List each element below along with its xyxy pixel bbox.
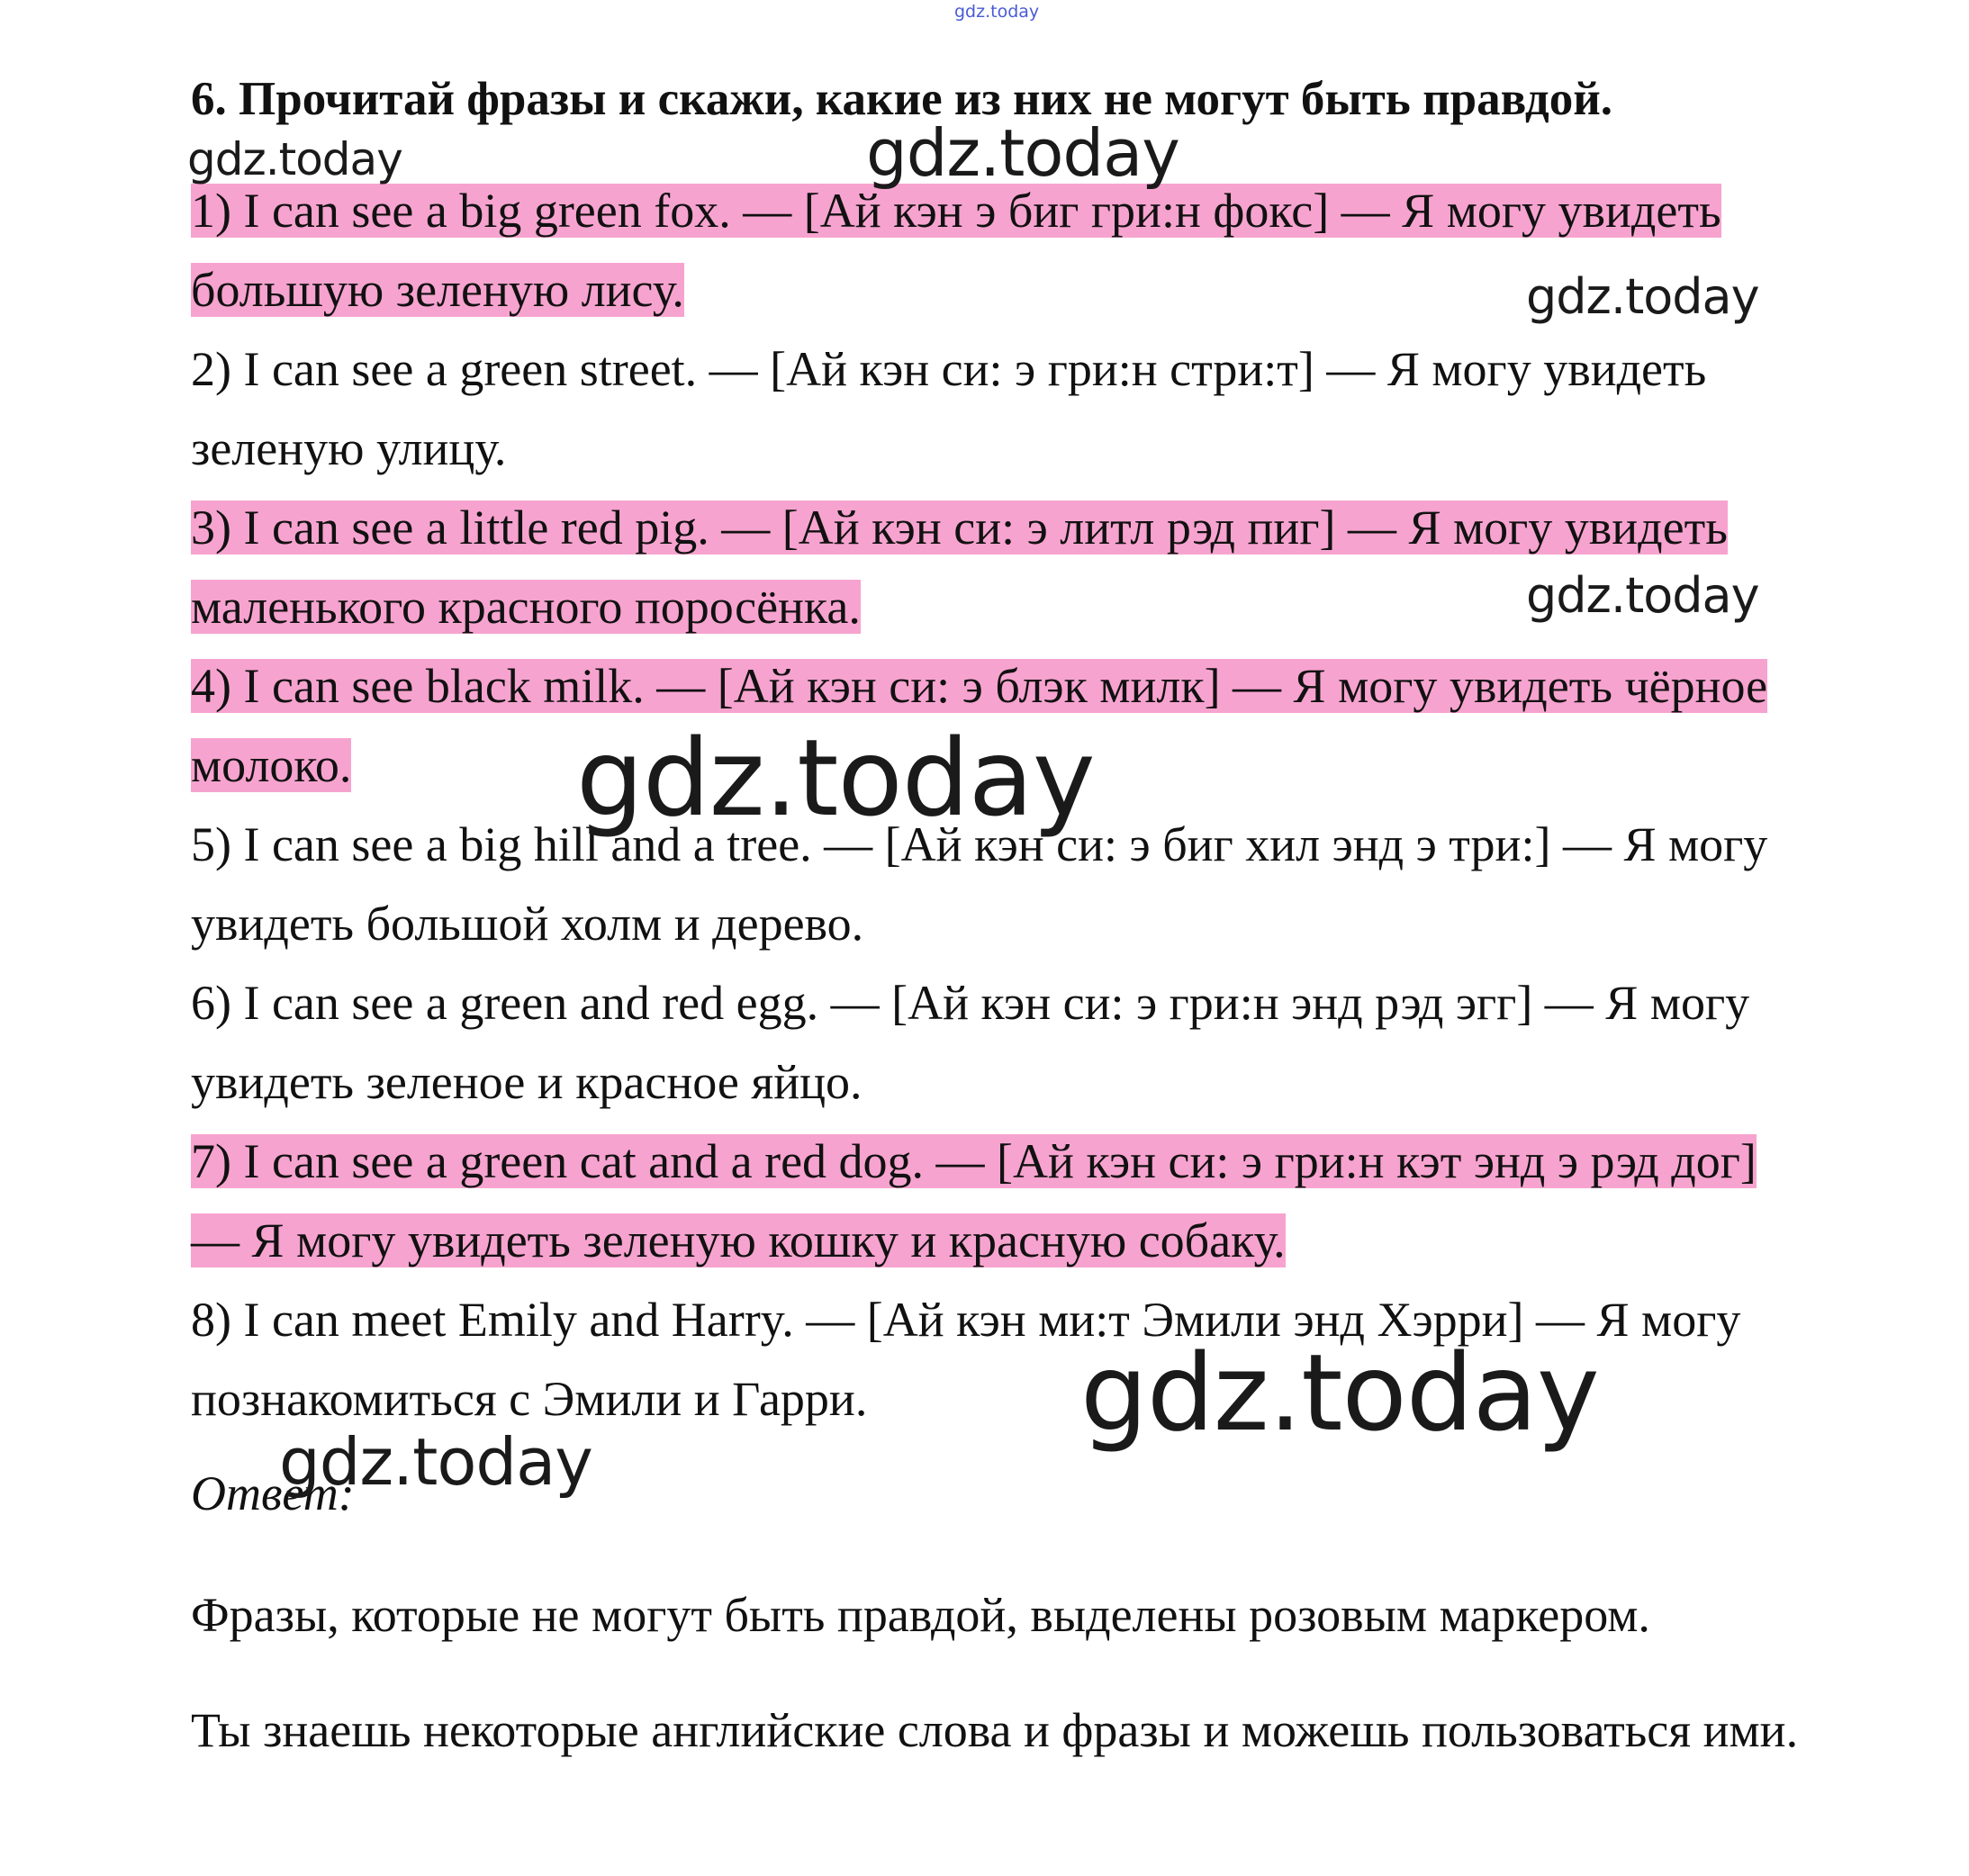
phrase-item-2 xyxy=(191,329,1811,488)
phrase-text: 3) I can see a little red pig. — [Ай кэн си: э литл рэд пиг] — Я могу увидеть маленького красного поросёнка. xyxy=(191,501,1728,634)
phrase-item-7 xyxy=(191,1122,1811,1280)
watermark-text: gdz.today xyxy=(279,1424,592,1500)
phrase-text: 8) I can meet Emily and Harry. — [Ай кэн ми:т Эмили энд Хэрри] — Я могу познакомиться с Эмили и Гарри. xyxy=(191,1293,1741,1426)
phrase-text: 1) I can see a big green fox. — [Ай кэн э биг гри:н фокс] — Я могу увидеть большую зеленую лису. xyxy=(191,184,1721,317)
phrase-text: 5) I can see a big hill and a tree. — [Ай кэн си: э биг хил энд э три:] — Я могу увидеть большой холм и дерево. xyxy=(191,817,1768,951)
answer-paragraph-1: Фразы, которые не могут быть правдой, выделены розовым маркером. xyxy=(191,1588,1650,1642)
answer-label: Ответ: xyxy=(191,1466,355,1520)
watermark-text: gdz.today xyxy=(576,716,1095,840)
phrase-text: 4) I can see black milk. — [Ай кэн си: э блэк милк] — Я могу увидеть чёрное молоко. xyxy=(191,659,1768,792)
phrase-text: 7) I can see a green cat and a red dog. — [Ай кэн си: э гри:н кэт энд э рэд дог] — Я могу увидеть зеленую кошку и красную собаку. xyxy=(191,1134,1757,1267)
phrase-text: 6) I can see a green and red egg. — [Ай кэн си: э гри:н энд рэд эгг] — Я могу увидеть зеленое и красное яйцо. xyxy=(191,976,1750,1109)
task-title: 6. Прочитай фразы и скажи, какие из них не могут быть правдой. xyxy=(191,73,1612,125)
watermark-text: gdz.today xyxy=(1526,567,1759,624)
phrase-item-6 xyxy=(191,963,1811,1122)
header-watermark: gdz.today xyxy=(954,2,1040,22)
watermark-text: gdz.today xyxy=(1080,1330,1599,1455)
answer-paragraph-2: Ты знаешь некоторые английские слова и фразы и можешь пользоваться ими. xyxy=(191,1703,1799,1757)
phrase-text: 2) I can see a green street. — [Ай кэн си: э гри:н стри:т] — Я могу увидеть зеленую улицу. xyxy=(191,342,1707,475)
answer-body xyxy=(191,1575,1829,1806)
watermark-text: gdz.today xyxy=(866,115,1179,191)
watermark-text: gdz.today xyxy=(1526,268,1759,325)
watermark-text: gdz.today xyxy=(187,133,402,185)
